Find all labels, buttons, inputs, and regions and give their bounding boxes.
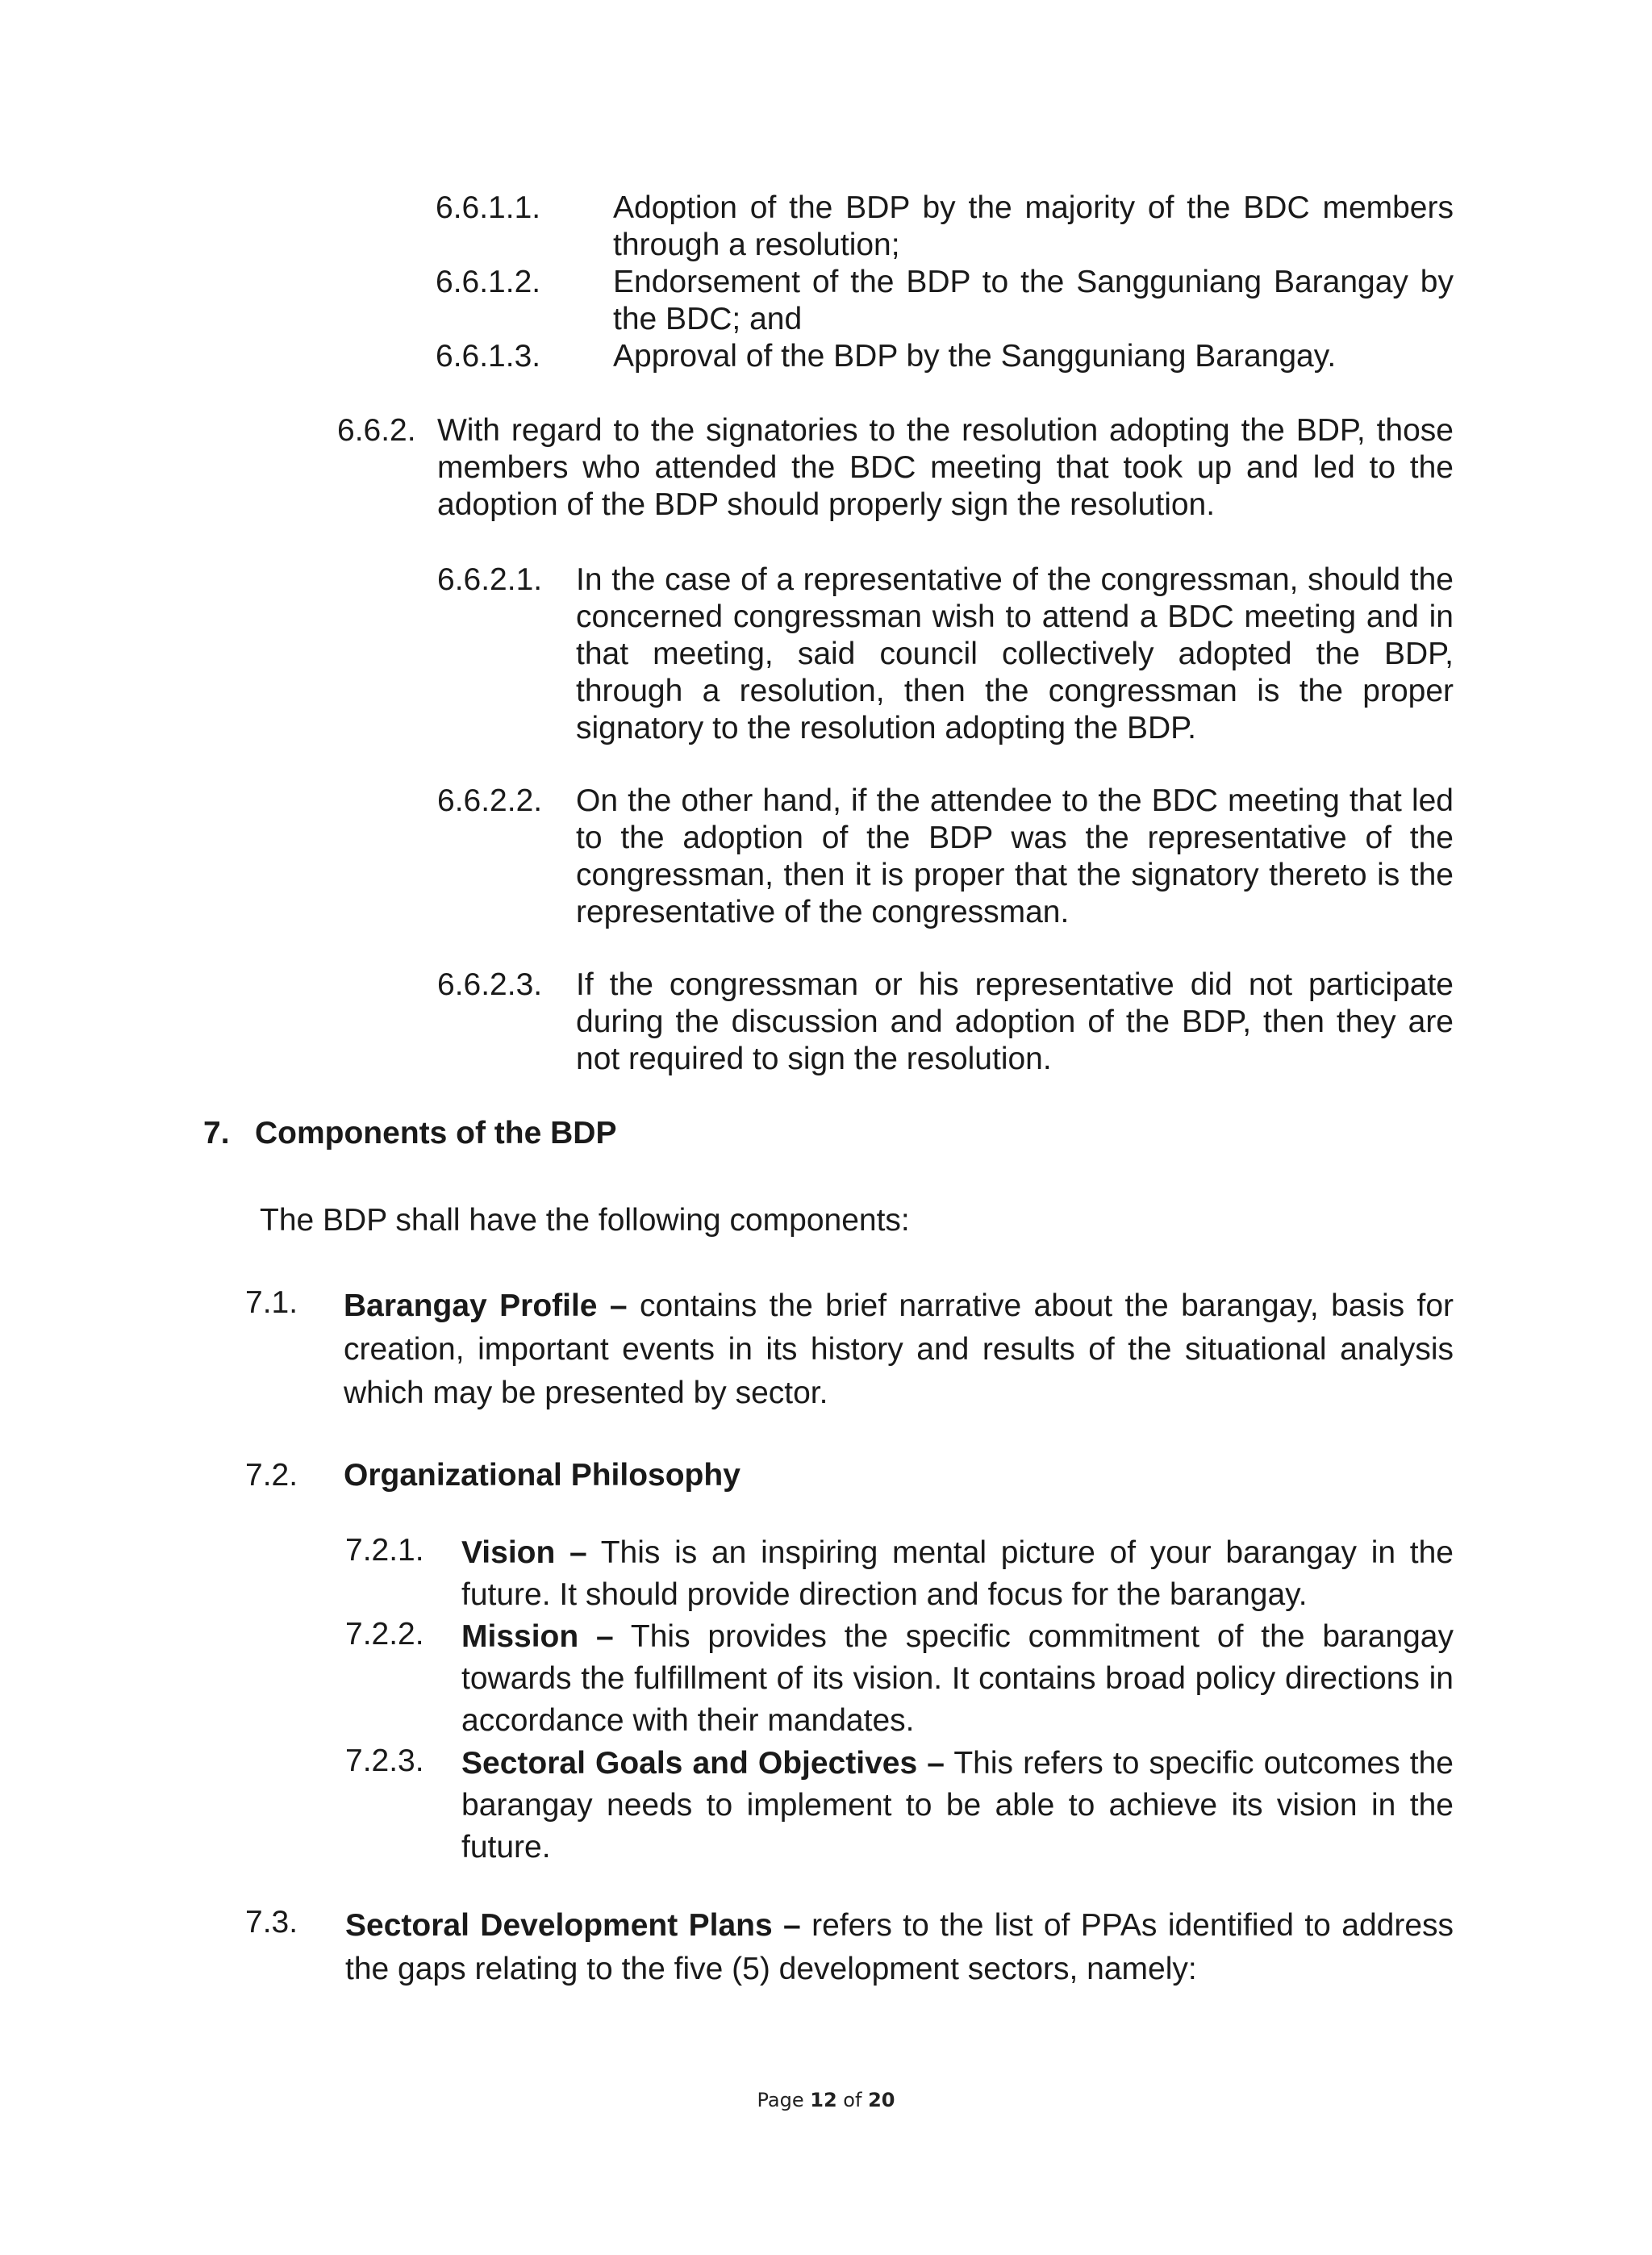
list-item-6-6-1-2 (436, 264, 1454, 338)
item-text: Adoption of the BDP by the majority of the BDC members through a resolution; (613, 190, 1454, 262)
item-number: 7.2. (245, 1458, 298, 1493)
item-description: contains the brief narrative about the barangay, basis for creation, important events in its history and results of the situational analysis which may be presented by sector. (344, 1288, 1454, 1410)
list-item-7-3 (245, 1904, 1454, 1991)
item-description: refers to the list of PPAs identified to address the gaps relating to the five (5) development sectors, namely: (345, 1908, 1454, 1986)
item-number: 7.3. (245, 1905, 298, 1940)
list-item-7-2-3 (345, 1743, 1454, 1869)
item-text (344, 1284, 1454, 1415)
item-number: 6.6.2.3. (437, 967, 543, 1002)
item-number: 7.2.3. (345, 1743, 424, 1778)
section-heading (203, 1115, 616, 1152)
item-text: If the congressman or his representative did not participate during the discussion and adoption of the BDP, then they are not required to sign the resolution. (576, 967, 1454, 1076)
item-term: Sectoral Goals and Objectives – (461, 1746, 945, 1781)
item-number: 6.6.2. (337, 413, 416, 448)
list-item-6-6-2 (337, 412, 1454, 524)
current-page-number: 12 (810, 2089, 837, 2111)
total-page-count: 20 (868, 2089, 895, 2111)
item-description: This refers to specific outcomes the barangay needs to implement to be able to achieve its vision in the future. (461, 1746, 1454, 1865)
list-item-7-2-1 (345, 1532, 1454, 1616)
item-text (344, 1457, 1454, 1494)
item-term: Vision – (461, 1535, 587, 1570)
list-item-7-2 (245, 1457, 1454, 1494)
item-term: Organizational Philosophy (344, 1458, 740, 1493)
footer-of-label: of (843, 2089, 862, 2111)
item-text: Approval of the BDP by the Sangguniang Barangay. (613, 339, 1337, 374)
list-item-7-1 (245, 1284, 1454, 1415)
item-number: 6.6.2.1. (437, 562, 543, 597)
item-number: 6.6.1.2. (436, 265, 541, 299)
page-footer (0, 2088, 1652, 2112)
item-description: This provides the specific commitment of the barangay towards the fulfillment of its vision. It contains broad policy directions in accordance with their mandates. (461, 1619, 1454, 1738)
section-title: Components of the BDP (255, 1116, 617, 1150)
item-text: With regard to the signatories to the resolution adopting the BDP, those members who attended the BDC meeting that took up and led to the adoption of the BDP should properly sign the resolution. (437, 413, 1454, 522)
item-number: 6.6.1.3. (436, 339, 541, 374)
footer-page-label: Page (757, 2089, 804, 2111)
item-text: Endorsement of the BDP to the Sangguniang Barangay by the BDC; and (613, 265, 1454, 336)
item-term: Sectoral Development Plans – (345, 1908, 801, 1943)
list-item-6-6-2-1 (437, 562, 1454, 747)
item-text (461, 1616, 1454, 1742)
section-number: 7. (203, 1116, 230, 1150)
item-number: 7.2.2. (345, 1617, 424, 1652)
item-term: Mission – (461, 1619, 614, 1654)
item-text (345, 1904, 1454, 1991)
item-text: In the case of a representative of the congressman, should the concerned congressman wish to attend a BDC meeting and in that meeting, said council collectively adopted the BDP, through a resolution, then the congressman is the proper signatory to the resolution adopting the BDP. (576, 562, 1454, 745)
list-item-6-6-2-2 (437, 783, 1454, 931)
item-text: On the other hand, if the attendee to the BDC meeting that led to the adoption of the BDP was the representative of the congressman, then it is proper that the signatory thereto is the representative of the congressman. (576, 783, 1454, 929)
item-number: 6.6.2.2. (437, 783, 543, 818)
item-number: 6.6.1.1. (436, 190, 541, 225)
item-term: Barangay Profile – (344, 1288, 628, 1323)
item-description: This is an inspiring mental picture of your barangay in the future. It should provide direction and focus for the barangay. (461, 1535, 1454, 1612)
item-number: 7.1. (245, 1285, 298, 1320)
item-text (461, 1743, 1454, 1869)
list-item-7-2-2 (345, 1616, 1454, 1742)
item-text (461, 1532, 1454, 1616)
list-item-6-6-1-3 (436, 338, 1454, 375)
section-intro: The BDP shall have the following components: (260, 1203, 910, 1238)
list-item-6-6-1-1 (436, 190, 1454, 264)
list-item-6-6-2-3 (437, 967, 1454, 1078)
item-number: 7.2.1. (345, 1533, 424, 1568)
